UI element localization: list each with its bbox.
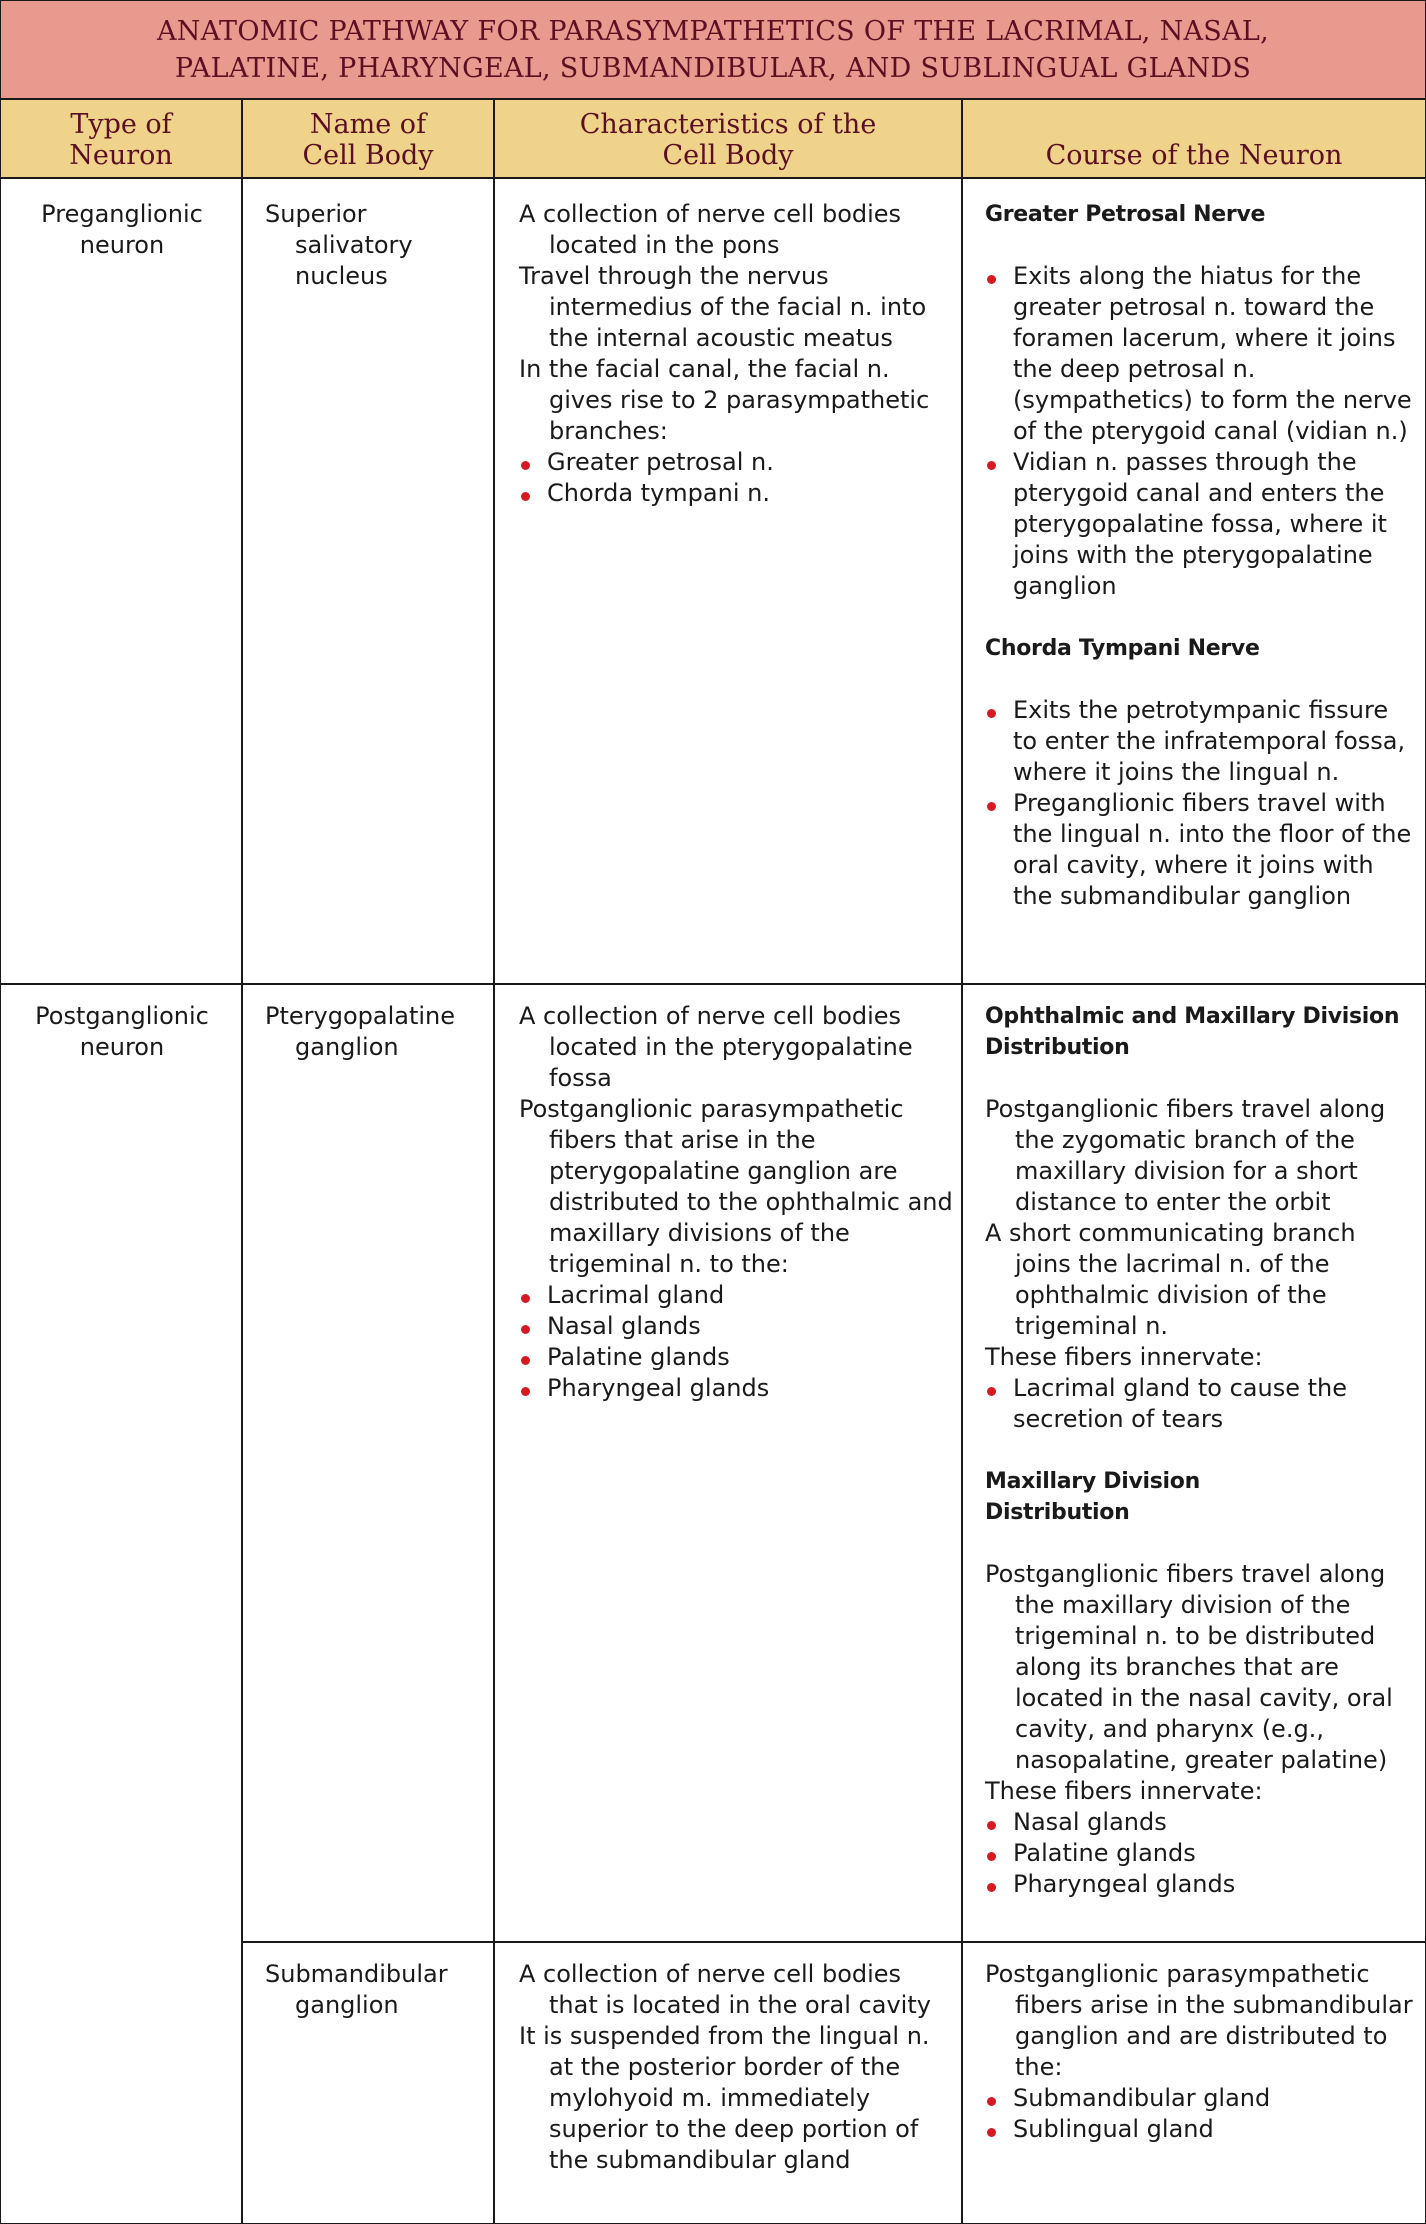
bullet-icon [987,709,996,718]
course-paragraph: These fibers innervate: [985,1777,1263,1805]
course-bullet-list [985,1373,1417,1435]
list-item [985,695,1417,788]
char-paragraph: Travel through the nervus intermedius of the facial n. into the internal acoustic meatus [519,262,927,352]
list-item-text: Pharyngeal glands [547,1374,770,1402]
course-bullet-list [985,1807,1417,1900]
list-item-text: Greater petrosal n. [547,448,774,476]
bullet-icon [521,492,530,501]
subheading-greater-petrosal-nerve: Greater Petrosal Nerve [985,202,1266,227]
table-title [1,1,1425,100]
char-cell-preganglionic [519,199,955,509]
list-item-text: Palatine glands [1013,1839,1196,1867]
subheading-maxillary-distribution [985,1466,1417,1528]
char-paragraph: In the facial canal, the facial n. gives rise to 2 parasympathetic branches: [519,355,930,445]
row-divider-2 [241,1941,1425,1943]
list-item [985,788,1417,912]
course-cell-pterygopalatine [985,1001,1417,1900]
char-paragraph: A collection of nerve cell bodies located in the pons [519,200,902,259]
table-title-line-1: ANATOMIC PATHWAY FOR PARASYMPATHETICS OF THE LACRIMAL, NASAL, [156,15,1270,47]
list-item-text: Submandibular gland [1013,2084,1271,2112]
course-paragraph: Postganglionic parasympathetic fibers arise in the submandibular ganglion and are distributed to the: [985,1960,1413,2081]
course-cell-preganglionic [985,199,1417,912]
list-item [985,2083,1417,2114]
char-bullet-list [519,447,955,509]
list-item-text: Lacrimal gland [547,1281,725,1309]
char-cell-pterygopalatine [519,1001,955,1404]
list-item [519,478,955,509]
bullet-icon [987,275,996,284]
list-item-text: Exits the petrotympanic fissure to enter the infratemporal fossa, where it joins the lingual n. [1013,696,1406,786]
subheading-line-1: Maxillary Division [985,1469,1200,1494]
bullet-icon [521,1294,530,1303]
bullet-icon [987,1852,996,1861]
name-cell-superior-salivatory [265,199,485,292]
course-bullet-list [985,2083,1417,2145]
subheading-line-1: Ophthalmic and Maxillary Division [985,1004,1400,1029]
table-title-line-2: PALATINE, PHARYNGEAL, SUBMANDIBULAR, AND SUBLINGUAL GLANDS [174,52,1252,84]
name-cell-submandibular [265,1959,485,2021]
header-course-of-neuron [963,100,1425,179]
course-paragraph: Postganglionic fibers travel along the maxillary division of the trigeminal n. to be distributed along its branches that are located in the nasal cavity, oral cavity, and pharynx (e.g., nasopalatine, greater palatine) [985,1560,1393,1774]
header-course: Course of the Neuron [1045,140,1343,171]
char-paragraph: A collection of nerve cell bodies that is located in the oral cavity [519,1960,931,2019]
bullet-icon [521,1387,530,1396]
list-item-text: Nasal glands [1013,1808,1167,1836]
name-pterygopalatine-ganglion: Pterygopalatine ganglion [265,1002,456,1061]
list-item [519,1373,955,1404]
list-item [985,1373,1417,1435]
bullet-icon [987,2097,996,2106]
header-characteristics [495,100,961,179]
subheading-line-2: Distribution [985,1035,1130,1060]
list-item [985,261,1417,447]
list-item [985,447,1417,602]
list-item-text: Pharyngeal glands [1013,1870,1236,1898]
list-item-text: Palatine glands [547,1343,730,1371]
list-item [519,1280,955,1311]
course-paragraph: Postganglionic fibers travel along the zygomatic branch of the maxillary division for a short distance to enter the orbit [985,1095,1386,1216]
bullet-icon [521,461,530,470]
course-bullet-list [985,695,1417,912]
char-paragraph: A collection of nerve cell bodies located in the pterygopalatine fossa [519,1002,913,1092]
header-type-of-neuron [1,100,241,179]
bullet-icon [987,1883,996,1892]
header-type-line-1: Type of [70,109,172,140]
list-item [985,1838,1417,1869]
row-divider-1 [1,983,1425,985]
header-char-line-2: Cell Body [662,140,794,171]
list-item-text: Preganglionic fibers travel with the lingual n. into the floor of the oral cavity, where it joins with the submandibular ganglion [1013,789,1412,910]
bullet-icon [521,1356,530,1365]
char-cell-submandibular [519,1959,955,2176]
course-paragraph: A short communicating branch joins the lacrimal n. of the ophthalmic division of the trigeminal n. [985,1219,1356,1340]
course-cell-submandibular [985,1959,1417,2145]
list-item-text: Nasal glands [547,1312,701,1340]
list-item-text: Exits along the hiatus for the greater petrosal n. toward the foramen lacerum, where it joins the deep petrosal n. (sympathetics) to form the nerve of the pterygoid canal (vidian n.) [1013,262,1412,445]
column-divider-3 [961,100,963,2223]
list-item-text: Lacrimal gland to cause the secretion of tears [1013,1374,1347,1433]
name-submandibular-ganglion: Submandibular ganglion [265,1960,448,2019]
subheading-line-2: Distribution [985,1500,1130,1525]
bullet-icon [987,802,996,811]
header-name-line-1: Name of [309,109,427,140]
list-item [519,1311,955,1342]
subheading-chorda-tympani-nerve: Chorda Tympani Nerve [985,636,1260,661]
course-bullet-list [985,261,1417,602]
char-paragraph: It is suspended from the lingual n. at the posterior border of the mylohyoid m. immediately superior to the deep portion of the submandibular gland [519,2022,930,2174]
bullet-icon [987,1821,996,1830]
header-name-line-2: Cell Body [302,140,434,171]
header-type-line-2: Neuron [69,140,173,171]
list-item-text: Chorda tympani n. [547,479,770,507]
list-item [985,1869,1417,1900]
char-bullet-list [519,1280,955,1404]
list-item [519,1342,955,1373]
list-item-text: Sublingual gland [1013,2115,1214,2143]
list-item-text: Vidian n. passes through the pterygoid canal and enters the pterygopalatine fossa, where it joins with the pterygopalatine ganglion [1013,448,1387,600]
course-paragraph: These fibers innervate: [985,1343,1263,1371]
bullet-icon [987,461,996,470]
type-cell-preganglionic [15,199,229,261]
bullet-icon [987,1387,996,1396]
list-item [519,447,955,478]
name-superior-salivatory-nucleus: Superior salivatory nucleus [265,200,413,290]
type-preganglionic: Preganglionic neuron [41,200,203,259]
char-paragraph: Postganglionic parasympathetic fibers that arise in the pterygopalatine ganglion are distributed to the ophthalmic and maxillary divisions of the trigeminal n. to the: [519,1095,953,1278]
list-item [985,1807,1417,1838]
subheading-ophthalmic-maxillary-distribution [985,1001,1417,1063]
list-item [985,2114,1417,2145]
type-postganglionic: Postganglionic neuron [35,1002,209,1061]
header-name-of-cell-body [243,100,493,179]
name-cell-pterygopalatine [265,1001,485,1063]
bullet-icon [521,1325,530,1334]
type-cell-postganglionic [15,1001,229,1063]
bullet-icon [987,2128,996,2137]
header-char-line-1: Characteristics of the [579,109,877,140]
column-divider-2 [493,100,495,2223]
column-divider-1 [241,100,243,2223]
